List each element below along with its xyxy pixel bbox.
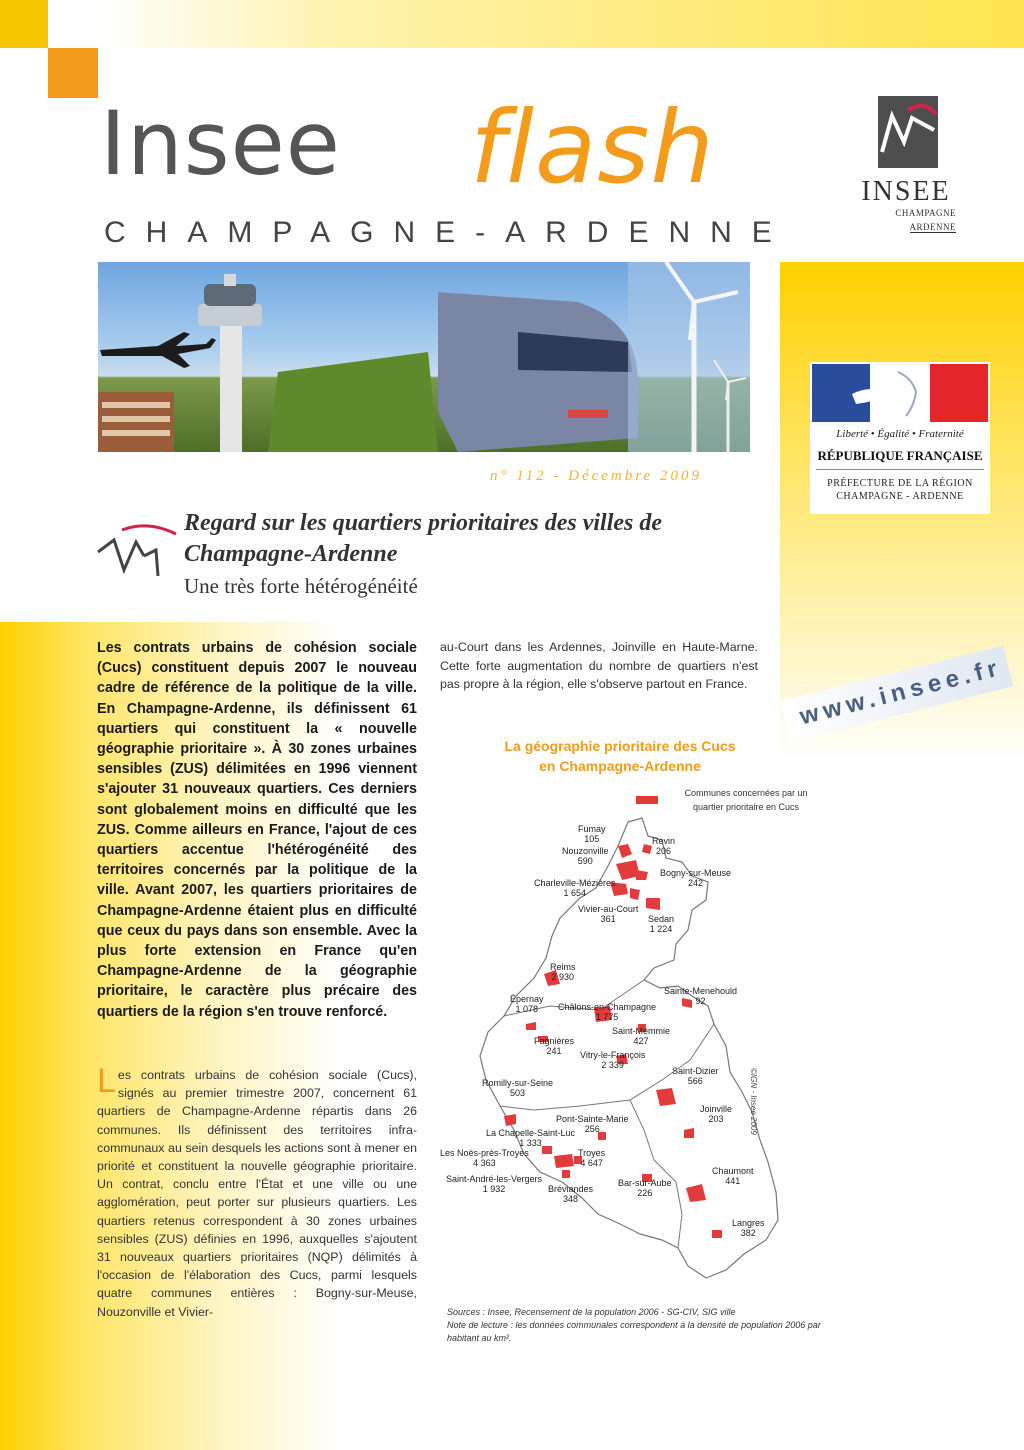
rf-prefecture-line2: CHAMPAGNE - ARDENNE — [836, 491, 964, 502]
map-sources — [447, 1306, 827, 1345]
map-label-chalons-en-champagne: Châlons-en-Champagne 1 775 — [558, 1002, 657, 1022]
map-label-romilly-sur-seine: Romilly-sur-Seine 503 — [482, 1078, 554, 1098]
map-label-fumay: Fumay 105 — [578, 824, 606, 844]
map-label-saint-memmie: Saint-Memmie 427 — [612, 1026, 671, 1046]
map-title-line2: en Champagne-Ardenne — [539, 758, 701, 774]
map-label-pont-sainte-marie: Pont-Sainte-Marie 256 — [556, 1114, 629, 1134]
banner-illustration — [98, 262, 750, 452]
masthead-region: CHAMPAGNE-ARDENNE — [104, 216, 792, 249]
map-label-revin: Revin 206 — [652, 836, 676, 856]
map-label-charleville-mezieres: Charleville-Mézières 1 654 — [534, 878, 616, 898]
article-lead: Les contrats urbains de cohésion sociale (Cucs) constituent depuis 2007 le nouveau cadre de référence de la politique de la ville. En Champagne-Ardenne, ils définissent 61 quartiers qui constituent la « nouvelle géographie prioritaire ». À 30 zones urbaines sensibles (ZUS) délimitées en 1996 viennent s'ajouter 31 nouveaux quartiers. Ces derniers sont globalement moins en difficulté que les ZUS. Comme ailleurs en France, l'ajout de ces quartiers accentue l'hétérogénéité des territoires concernés par la politique de la ville. Avant 2007, les quartiers prioritaires de Champagne-Ardenne étaient plus en difficulté que ceux du pays dans son ensemble. Avec la plus forte extension en France qu'en Champagne-Ardenne de la géographie prioritaire, le caractère plus précaire des quartiers de la région s'en trouve renforcé. — [97, 640, 417, 1020]
map-label-saint-dizier: Saint-Dizier 566 — [672, 1066, 719, 1086]
rf-name: RÉPUBLIQUE FRANÇAISE — [817, 448, 983, 463]
rf-motto: Liberté • Égalité • Fraternité — [836, 428, 964, 440]
map-label-breviandes: Bréviandes 348 — [548, 1184, 594, 1204]
article-headline: Regard sur les quartiers prioritaires des villes de Champagne-Ardenne — [184, 510, 663, 567]
map-label-la-chapelle-saint-luc: La Chapelle-Saint-Luc 1 333 — [486, 1128, 576, 1148]
masthead-title-insee: Insee — [100, 92, 341, 195]
map-label-sainte-menehould: Sainte-Menehould 92 — [664, 986, 738, 1006]
champagne-ardenne-map — [430, 810, 810, 1300]
map-label-joinville: Joinville 203 — [700, 1104, 733, 1124]
map-label-vivier-au-court: Vivier-au-Court 361 — [578, 904, 639, 924]
map-label-epernay: Épernay 1 078 — [510, 994, 544, 1014]
insee-logo-sub1: CHAMPAGNE — [895, 208, 956, 218]
article-body-left-text: es contrats urbains de cohésion sociale (Cucs), signés au premier trimestre 2007, concernent 61 quartiers de Champagne-Ardenne répartis dans 26 communes. Ils définissent des territoires infra-communaux au sein desquels les actions sont à mener en priorité et constituent la nouvelle géographie prioritaire. Un contrat, conclu entre l'État et une ville ou une agglomération, peut porter sur plusieurs quartiers. Les quartiers retenus correspondent à 30 zones urbaines sensibles (ZUS) définies en 1996, auxquelles s'ajoutent 31 nouveaux quartiers prioritaires (NQP) délimités à l'occasion de l'élaboration des Cucs, parmi lesquels quatre communes entières : Bogny-sur-Meuse, Nouzonville et Vivier- — [97, 1068, 417, 1319]
article-body-left — [97, 1062, 417, 1321]
insee-logo-icon — [878, 96, 938, 168]
masthead-title-flash: flash — [470, 89, 715, 206]
rf-prefecture-line1: PRÉFECTURE DE LA RÉGION — [827, 478, 973, 489]
map-label-sedan: Sedan 1 224 — [648, 914, 675, 934]
rf-separator — [816, 469, 984, 470]
yellow-square-decoration — [0, 0, 48, 48]
marianne-flag-icon — [812, 364, 988, 422]
article-body-right: au-Court dans les Ardennes, Joinville en Haute-Marne. Cette forte augmentation du nombre de quartiers n'est pas propre à la région, elle s'observe partout en France. — [440, 640, 758, 692]
website-link[interactable]: www.insee.fr — [780, 646, 1013, 742]
map-label-troyes: Troyes 4 647 — [578, 1148, 606, 1168]
map-label-saint-andre-les-vergers: Saint-André-les-Vergers 1 932 — [446, 1174, 543, 1194]
map-label-les-noes-pres-troyes: Les Noës-près-Troyes 4 363 — [440, 1148, 529, 1168]
cover-photo-banner — [98, 262, 750, 452]
issue-number: n° 112 - Décembre 2009 — [490, 468, 702, 484]
map-label-nouzonville: Nouzonville 590 — [562, 846, 609, 866]
top-yellow-band — [98, 0, 1024, 48]
map-label-bogny-sur-meuse: Bogny-sur-Meuse 242 — [660, 868, 732, 888]
map-title — [470, 736, 770, 776]
article-subheadline: Une très forte hétérogénéité — [184, 574, 418, 598]
republique-francaise-logo — [810, 362, 990, 514]
map-copyright: ©IGN - Insee 2009 — [749, 1068, 758, 1135]
map-label-bar-sur-aube: Bar-sur-Aube 226 — [618, 1178, 672, 1198]
insee-mark-icon — [96, 520, 178, 580]
map-legend-swatch — [636, 796, 658, 804]
map-title-line1: La géographie prioritaire des Cucs — [504, 738, 736, 754]
map-label-reims: Reims 2 930 — [550, 962, 576, 982]
map-sources-line: Sources : Insee, Recensement de la population 2006 - SG-CIV, SIG ville — [447, 1307, 736, 1317]
map-label-vitry-le-francois: Vitry-le-François 2 339 — [580, 1050, 646, 1070]
map-label-fagnieres: Fagnières 241 — [534, 1036, 575, 1056]
map-label-chaumont: Chaumont 441 — [712, 1166, 754, 1186]
map-note-line: Note de lecture : les données communales correspondent à la densité de population 2006 par habitant au km². — [447, 1320, 821, 1343]
drop-cap: L — [97, 1062, 116, 1100]
orange-square-decoration — [48, 48, 98, 98]
map-label-langres: Langres 382 — [732, 1218, 765, 1238]
map-legend-text: Communes concernées par un quartier prioritaire en Cucs — [684, 788, 808, 812]
insee-logo-sub2: ARDENNE — [909, 222, 956, 232]
insee-logo-name: INSEE — [861, 176, 951, 207]
insee-logo[interactable] — [852, 96, 962, 246]
